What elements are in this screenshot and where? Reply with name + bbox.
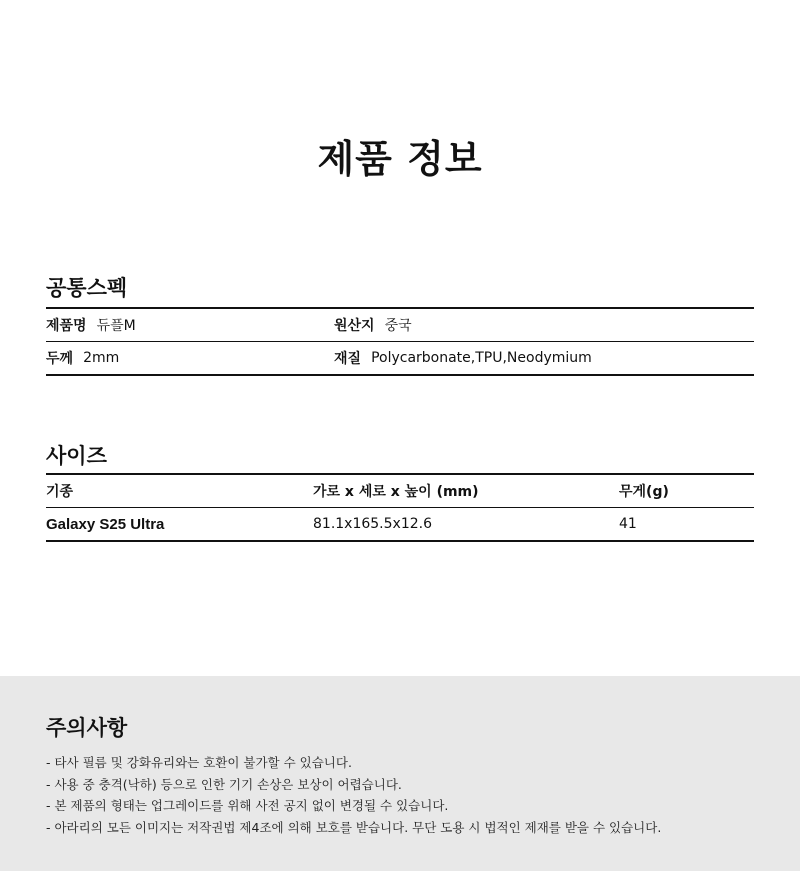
table-row xyxy=(46,341,754,374)
spec-cell-material xyxy=(334,348,754,368)
spec-cell-thickness xyxy=(46,348,334,368)
page-title: 제품 정보 xyxy=(317,137,483,181)
table-row xyxy=(46,309,754,341)
spec-value: 2mm xyxy=(83,350,120,366)
table-row xyxy=(46,507,754,540)
table-header-row xyxy=(46,475,754,507)
notice-heading: 주의사항 xyxy=(46,716,128,740)
list-item: - 본 제품의 형태는 업그레이드를 위해 사전 공지 없이 변경될 수 있습니다. xyxy=(46,798,449,813)
spec-cell-product-name xyxy=(46,315,334,335)
spec-key: 제품명 xyxy=(46,318,87,334)
size-table xyxy=(46,473,754,542)
model-name: Galaxy S25 Ultra xyxy=(46,515,165,533)
dimensions-value: 81.1x165.5x12.6 xyxy=(313,516,432,532)
spec-key: 두께 xyxy=(46,351,74,367)
size-heading: 사이즈 xyxy=(46,444,107,468)
common-spec-heading: 공통스펙 xyxy=(46,276,128,300)
spec-value: Polycarbonate,TPU,Neodymium xyxy=(371,350,592,366)
spec-key: 원산지 xyxy=(334,318,375,334)
common-spec-table xyxy=(46,307,754,376)
spec-value: 듀플M xyxy=(96,318,136,334)
list-item: - 아라리의 모든 이미지는 저작권법 제4조에 의해 보호를 받습니다. 무단 도용 시 법적인 제재를 받을 수 있습니다. xyxy=(46,819,662,835)
list-item: - 사용 중 충격(낙하) 등으로 인한 기기 손상은 보상이 어렵습니다. xyxy=(46,776,402,792)
spec-key: 재질 xyxy=(334,351,362,367)
spec-value: 중국 xyxy=(384,318,412,334)
list-item: - 타사 필름 및 강화유리와는 호환이 불가할 수 있습니다. xyxy=(46,755,352,770)
notice-panel xyxy=(0,676,800,871)
weight-value: 41 xyxy=(619,516,637,532)
column-header-dimensions: 가로 x 세로 x 높이 (mm) xyxy=(313,484,479,500)
column-header-model: 기종 xyxy=(46,484,74,500)
column-header-weight: 무게(g) xyxy=(619,484,669,500)
spec-cell-origin xyxy=(334,315,754,335)
notice-list xyxy=(46,752,661,838)
